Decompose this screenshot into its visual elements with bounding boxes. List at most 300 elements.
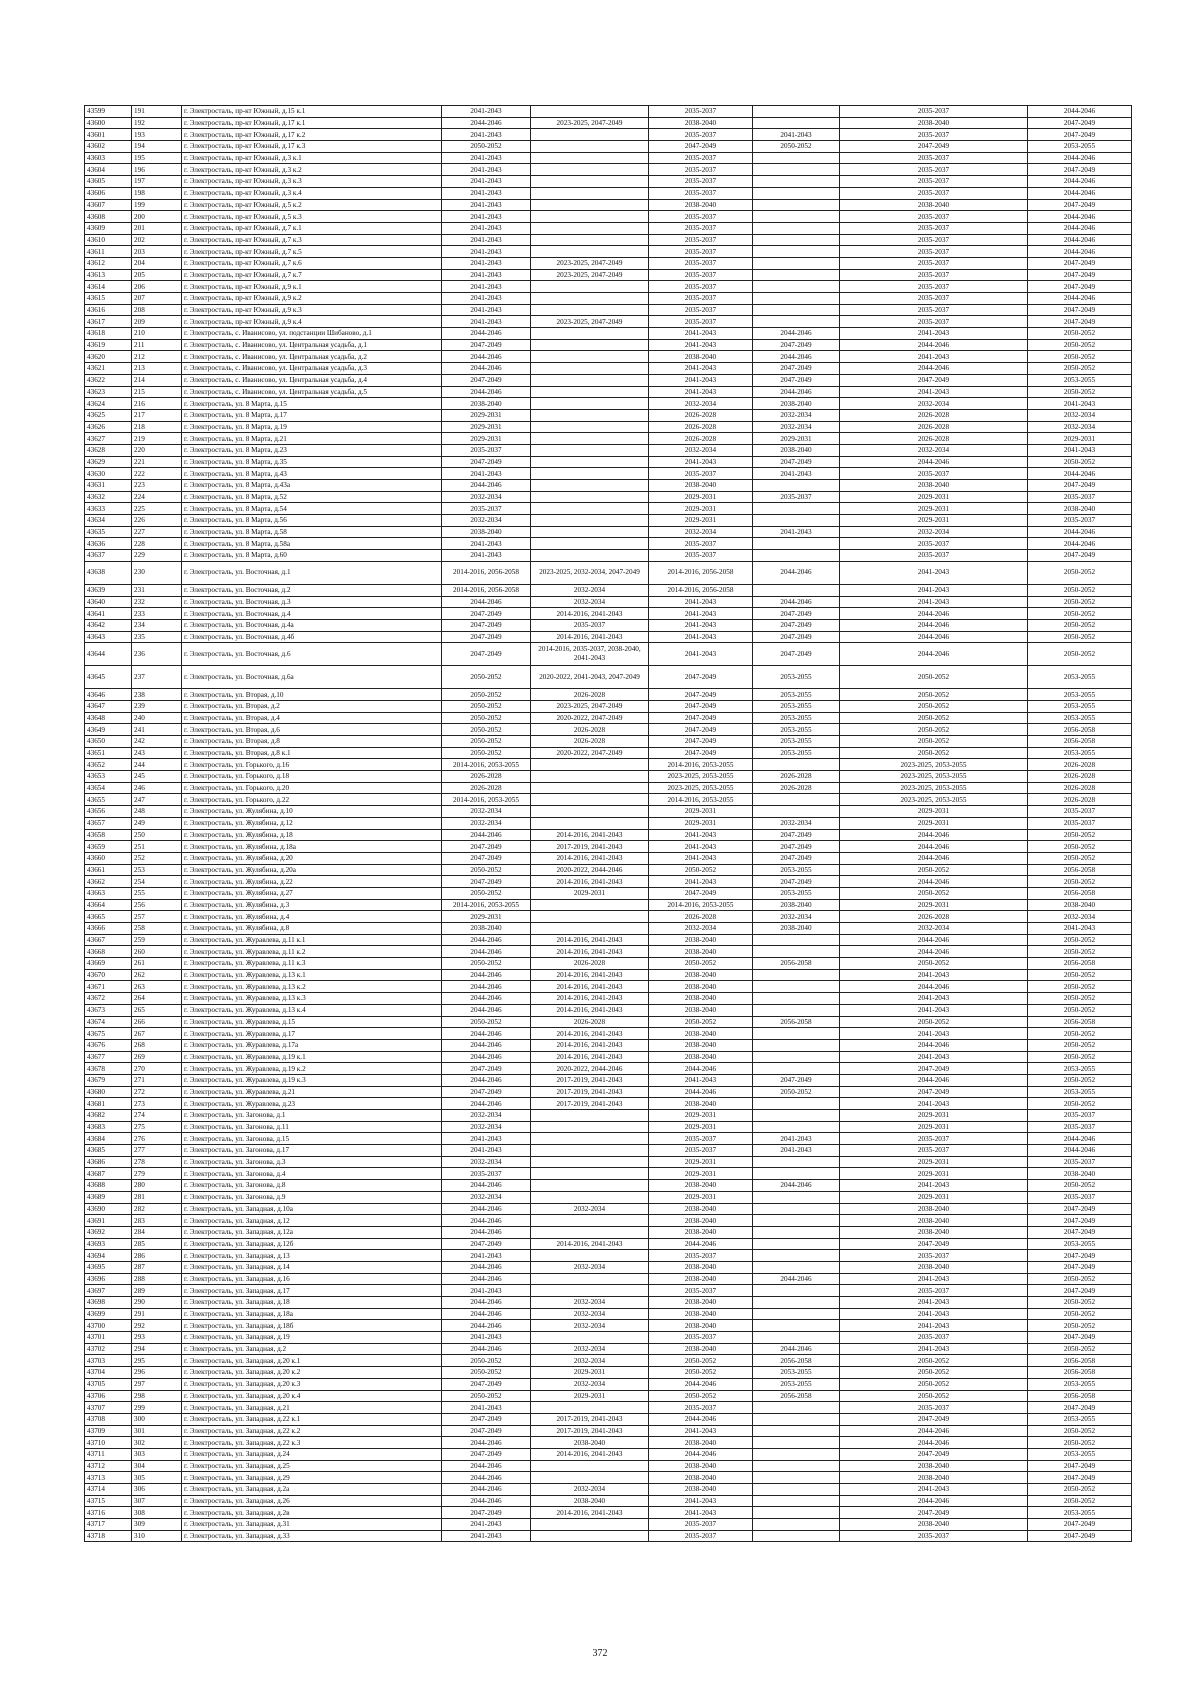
table-row bbox=[85, 852, 1132, 864]
cell-term-5: 2038-2040 bbox=[840, 1203, 1028, 1215]
cell-term-2: 2023-2025, 2047-2049 bbox=[531, 269, 649, 281]
cell-row-seq: 259 bbox=[132, 934, 182, 946]
table-row bbox=[85, 1110, 1132, 1122]
cell-term-4: 2050-2052 bbox=[753, 141, 840, 153]
cell-term-6: 2050-2052 bbox=[1028, 934, 1132, 946]
cell-row-id: 43644 bbox=[85, 643, 132, 666]
cell-term-1: 2050-2052 bbox=[442, 1390, 531, 1402]
cell-term-6: 2047-2049 bbox=[1028, 1203, 1132, 1215]
cell-term-6: 2047-2049 bbox=[1028, 1250, 1132, 1262]
cell-term-6: 2050-2052 bbox=[1028, 643, 1132, 666]
cell-address: г. Электросталь, ул. Западная, д.12б bbox=[182, 1238, 442, 1250]
table-row bbox=[85, 1168, 1132, 1180]
cell-term-6: 2044-2046 bbox=[1028, 106, 1132, 118]
cell-address: г. Электросталь, ул. Восточная, д.6а bbox=[182, 666, 442, 689]
cell-row-id: 43647 bbox=[85, 700, 132, 712]
cell-term-2 bbox=[531, 923, 649, 935]
cell-term-1: 2050-2052 bbox=[442, 1367, 531, 1379]
cell-row-seq: 255 bbox=[132, 887, 182, 899]
cell-address: г. Электросталь, ул. Западная, д.19 bbox=[182, 1332, 442, 1344]
cell-term-2 bbox=[531, 538, 649, 550]
table-row bbox=[85, 246, 1132, 258]
cell-term-5: 2035-2037 bbox=[840, 281, 1028, 293]
cell-term-5: 2044-2046 bbox=[840, 1074, 1028, 1086]
cell-term-6: 2047-2049 bbox=[1028, 480, 1132, 492]
cell-term-4 bbox=[753, 176, 840, 188]
cell-term-2 bbox=[531, 1145, 649, 1157]
cell-term-2 bbox=[531, 211, 649, 223]
cell-row-id: 43693 bbox=[85, 1238, 132, 1250]
cell-row-seq: 270 bbox=[132, 1063, 182, 1075]
table-row bbox=[85, 293, 1132, 305]
cell-term-1: 2041-2043 bbox=[442, 187, 531, 199]
cell-term-6: 2050-2052 bbox=[1028, 386, 1132, 398]
cell-term-4 bbox=[753, 222, 840, 234]
cell-term-5: 2032-2034 bbox=[840, 923, 1028, 935]
table-row bbox=[85, 1495, 1132, 1507]
cell-row-seq: 266 bbox=[132, 1016, 182, 1028]
cell-term-6: 2050-2052 bbox=[1028, 1273, 1132, 1285]
cell-row-seq: 216 bbox=[132, 398, 182, 410]
cell-term-1: 2041-2043 bbox=[442, 152, 531, 164]
cell-term-1: 2047-2049 bbox=[442, 1425, 531, 1437]
cell-term-2 bbox=[531, 398, 649, 410]
cell-term-6: 2047-2049 bbox=[1028, 281, 1132, 293]
cell-row-seq: 247 bbox=[132, 794, 182, 806]
table-row bbox=[85, 281, 1132, 293]
cell-term-4 bbox=[753, 993, 840, 1005]
cell-term-3: 2023-2025, 2053-2055 bbox=[649, 782, 753, 794]
cell-term-4 bbox=[753, 1332, 840, 1344]
table-row bbox=[85, 1215, 1132, 1227]
cell-row-id: 43706 bbox=[85, 1390, 132, 1402]
cell-term-3: 2041-2043 bbox=[649, 829, 753, 841]
cell-term-1: 2014-2016, 2056-2058 bbox=[442, 561, 531, 584]
cell-address: г. Электросталь, ул. 8 Марта, д.23 bbox=[182, 444, 442, 456]
cell-row-seq: 275 bbox=[132, 1121, 182, 1133]
cell-row-id: 43620 bbox=[85, 351, 132, 363]
cell-address: г. Электросталь, пр-кт Южный, д.9 к.4 bbox=[182, 316, 442, 328]
cell-term-4: 2032-2034 bbox=[753, 817, 840, 829]
cell-term-4: 2044-2046 bbox=[753, 596, 840, 608]
cell-row-seq: 297 bbox=[132, 1378, 182, 1390]
cell-term-4 bbox=[753, 1297, 840, 1309]
cell-address: г. Электросталь, ул. Жулябина, д.10 bbox=[182, 806, 442, 818]
cell-row-seq: 231 bbox=[132, 584, 182, 596]
cell-term-4 bbox=[753, 106, 840, 118]
cell-term-1: 2044-2046 bbox=[442, 981, 531, 993]
cell-term-3: 2050-2052 bbox=[649, 1367, 753, 1379]
cell-term-2: 2035-2037 bbox=[531, 619, 649, 631]
table-row bbox=[85, 538, 1132, 550]
cell-term-4: 2041-2043 bbox=[753, 1145, 840, 1157]
table-row bbox=[85, 187, 1132, 199]
cell-term-4 bbox=[753, 1156, 840, 1168]
cell-term-1: 2041-2043 bbox=[442, 1145, 531, 1157]
cell-address: г. Электросталь, пр-кт Южный, д.7 к.1 bbox=[182, 222, 442, 234]
cell-address: г. Электросталь, пр-кт Южный, д.9 к.3 bbox=[182, 304, 442, 316]
cell-row-seq: 200 bbox=[132, 211, 182, 223]
cell-term-5: 2035-2037 bbox=[840, 129, 1028, 141]
cell-term-4 bbox=[753, 794, 840, 806]
cell-term-3: 2035-2037 bbox=[649, 1133, 753, 1145]
cell-term-4 bbox=[753, 316, 840, 328]
cell-term-1: 2047-2049 bbox=[442, 1448, 531, 1460]
cell-address: г. Электросталь, с. Иванисово, ул. Центральная усадьба, д.4 bbox=[182, 374, 442, 386]
cell-address: г. Электросталь, пр-кт Южный, д.5 к.3 bbox=[182, 211, 442, 223]
cell-term-1: 2041-2043 bbox=[442, 1133, 531, 1145]
cell-term-2: 2014-2016, 2041-2043 bbox=[531, 1238, 649, 1250]
cell-term-2 bbox=[531, 806, 649, 818]
cell-term-2 bbox=[531, 222, 649, 234]
cell-term-2 bbox=[531, 141, 649, 153]
cell-row-id: 43682 bbox=[85, 1110, 132, 1122]
cell-term-4 bbox=[753, 117, 840, 129]
cell-row-seq: 290 bbox=[132, 1297, 182, 1309]
cell-term-5: 2044-2046 bbox=[840, 946, 1028, 958]
cell-row-id: 43608 bbox=[85, 211, 132, 223]
cell-address: г. Электросталь, ул. Журавлева, д.13 к.1 bbox=[182, 969, 442, 981]
cell-address: г. Электросталь, ул. Загонова, д.17 bbox=[182, 1145, 442, 1157]
table-row bbox=[85, 1425, 1132, 1437]
cell-term-3: 2035-2037 bbox=[649, 281, 753, 293]
cell-address: г. Электросталь, ул. Западная, д.17 bbox=[182, 1285, 442, 1297]
cell-term-1: 2014-2016, 2053-2055 bbox=[442, 899, 531, 911]
cell-address: г. Электросталь, ул. 8 Марта, д.60 bbox=[182, 550, 442, 562]
table-row bbox=[85, 468, 1132, 480]
cell-row-id: 43646 bbox=[85, 689, 132, 701]
cell-term-4 bbox=[753, 1238, 840, 1250]
cell-term-2: 2029-2031 bbox=[531, 1367, 649, 1379]
cell-term-5: 2044-2046 bbox=[840, 841, 1028, 853]
page-number: 372 bbox=[592, 1648, 608, 1659]
cell-term-2 bbox=[531, 421, 649, 433]
table-row bbox=[85, 176, 1132, 188]
cell-term-1: 2044-2046 bbox=[442, 1039, 531, 1051]
cell-row-seq: 213 bbox=[132, 363, 182, 375]
cell-row-id: 43613 bbox=[85, 269, 132, 281]
cell-address: г. Электросталь, ул. Загонова, д.8 bbox=[182, 1180, 442, 1192]
table-row bbox=[85, 794, 1132, 806]
cell-term-6: 2047-2049 bbox=[1028, 257, 1132, 269]
cell-term-2: 2020-2022, 2047-2049 bbox=[531, 712, 649, 724]
cell-row-seq: 197 bbox=[132, 176, 182, 188]
cell-term-1: 2044-2046 bbox=[442, 386, 531, 398]
cell-row-seq: 230 bbox=[132, 561, 182, 584]
cell-address: г. Электросталь, ул. Горького, д.16 bbox=[182, 759, 442, 771]
cell-term-6: 2050-2052 bbox=[1028, 1051, 1132, 1063]
cell-row-id: 43708 bbox=[85, 1413, 132, 1425]
cell-term-6: 2041-2043 bbox=[1028, 398, 1132, 410]
cell-term-6: 2047-2049 bbox=[1028, 550, 1132, 562]
cell-term-5: 2044-2046 bbox=[840, 829, 1028, 841]
table-row bbox=[85, 129, 1132, 141]
cell-term-2: 2023-2025, 2047-2049 bbox=[531, 257, 649, 269]
cell-term-5: 2044-2046 bbox=[840, 876, 1028, 888]
cell-term-2 bbox=[531, 1472, 649, 1484]
cell-term-1: 2044-2046 bbox=[442, 1180, 531, 1192]
cell-term-3: 2041-2043 bbox=[649, 1074, 753, 1086]
cell-term-3: 2041-2043 bbox=[649, 1425, 753, 1437]
cell-term-5: 2044-2046 bbox=[840, 852, 1028, 864]
cell-term-2 bbox=[531, 817, 649, 829]
cell-term-4 bbox=[753, 550, 840, 562]
cell-term-3: 2038-2040 bbox=[649, 1261, 753, 1273]
cell-row-id: 43599 bbox=[85, 106, 132, 118]
cell-term-3: 2038-2040 bbox=[649, 1098, 753, 1110]
cell-term-6: 2050-2052 bbox=[1028, 829, 1132, 841]
cell-address: г. Электросталь, ул. Журавлева, д.11 к.2 bbox=[182, 946, 442, 958]
cell-term-5: 2041-2043 bbox=[840, 1320, 1028, 1332]
cell-term-6: 2056-2058 bbox=[1028, 1355, 1132, 1367]
cell-row-seq: 224 bbox=[132, 491, 182, 503]
cell-term-2 bbox=[531, 550, 649, 562]
cell-row-seq: 304 bbox=[132, 1460, 182, 1472]
cell-row-seq: 196 bbox=[132, 164, 182, 176]
cell-term-3: 2035-2037 bbox=[649, 1285, 753, 1297]
cell-term-6: 2050-2052 bbox=[1028, 328, 1132, 340]
cell-row-seq: 308 bbox=[132, 1507, 182, 1519]
cell-term-4: 2044-2046 bbox=[753, 386, 840, 398]
cell-row-id: 43625 bbox=[85, 409, 132, 421]
cell-address: г. Электросталь, ул. Восточная, д.3 bbox=[182, 596, 442, 608]
cell-term-4: 2047-2049 bbox=[753, 852, 840, 864]
cell-term-6: 2047-2049 bbox=[1028, 129, 1132, 141]
cell-address: г. Электросталь, ул. Журавлева, д.19 к.1 bbox=[182, 1051, 442, 1063]
table-row bbox=[85, 1519, 1132, 1531]
cell-term-5: 2029-2031 bbox=[840, 806, 1028, 818]
cell-term-4 bbox=[753, 246, 840, 258]
cell-term-6: 2044-2046 bbox=[1028, 176, 1132, 188]
table-row bbox=[85, 1332, 1132, 1344]
cell-row-seq: 210 bbox=[132, 328, 182, 340]
table-row bbox=[85, 1074, 1132, 1086]
cell-term-5: 2047-2049 bbox=[840, 1063, 1028, 1075]
cell-row-seq: 203 bbox=[132, 246, 182, 258]
cell-row-id: 43677 bbox=[85, 1051, 132, 1063]
cell-row-id: 43601 bbox=[85, 129, 132, 141]
table-row bbox=[85, 1039, 1132, 1051]
cell-term-4: 2044-2046 bbox=[753, 561, 840, 584]
cell-term-2: 2026-2028 bbox=[531, 689, 649, 701]
cell-row-id: 43631 bbox=[85, 480, 132, 492]
cell-address: г. Электросталь, пр-кт Южный, д.17 к.1 bbox=[182, 117, 442, 129]
cell-term-5: 2041-2043 bbox=[840, 969, 1028, 981]
cell-term-4: 2044-2046 bbox=[753, 1180, 840, 1192]
table-row bbox=[85, 316, 1132, 328]
table-row bbox=[85, 491, 1132, 503]
cell-term-5: 2035-2037 bbox=[840, 304, 1028, 316]
table-row bbox=[85, 887, 1132, 899]
cell-term-4 bbox=[753, 1203, 840, 1215]
cell-term-1: 2035-2037 bbox=[442, 444, 531, 456]
cell-term-5: 2035-2037 bbox=[840, 550, 1028, 562]
cell-term-2 bbox=[531, 1191, 649, 1203]
cell-row-seq: 242 bbox=[132, 736, 182, 748]
cell-term-4 bbox=[753, 946, 840, 958]
cell-term-4: 2053-2055 bbox=[753, 712, 840, 724]
cell-term-2: 2014-2016, 2041-2043 bbox=[531, 631, 649, 643]
cell-address: г. Электросталь, ул. Западная, д.22 к.3 bbox=[182, 1437, 442, 1449]
cell-address: г. Электросталь, ул. Западная, д.20 к.2 bbox=[182, 1367, 442, 1379]
cell-term-2: 2014-2016, 2041-2043 bbox=[531, 1448, 649, 1460]
cell-term-2 bbox=[531, 899, 649, 911]
table-row bbox=[85, 515, 1132, 527]
cell-term-3: 2038-2040 bbox=[649, 1028, 753, 1040]
table-row bbox=[85, 1145, 1132, 1157]
cell-row-id: 43650 bbox=[85, 736, 132, 748]
cell-row-id: 43700 bbox=[85, 1320, 132, 1332]
cell-term-2: 2032-2034 bbox=[531, 1484, 649, 1496]
cell-row-id: 43679 bbox=[85, 1074, 132, 1086]
table-row bbox=[85, 1273, 1132, 1285]
cell-row-seq: 211 bbox=[132, 339, 182, 351]
cell-row-seq: 201 bbox=[132, 222, 182, 234]
cell-term-2 bbox=[531, 363, 649, 375]
table-row bbox=[85, 1460, 1132, 1472]
table-row bbox=[85, 1308, 1132, 1320]
cell-term-3: 2038-2040 bbox=[649, 1472, 753, 1484]
cell-term-4 bbox=[753, 806, 840, 818]
cell-term-6: 2050-2052 bbox=[1028, 596, 1132, 608]
cell-address: г. Электросталь, ул. Западная, д.20 к.3 bbox=[182, 1378, 442, 1390]
cell-term-3: 2038-2040 bbox=[649, 1320, 753, 1332]
cell-term-3: 2029-2031 bbox=[649, 806, 753, 818]
cell-term-2 bbox=[531, 246, 649, 258]
cell-term-2: 2032-2034 bbox=[531, 1378, 649, 1390]
cell-term-5: 2038-2040 bbox=[840, 1460, 1028, 1472]
cell-row-seq: 248 bbox=[132, 806, 182, 818]
cell-term-4: 2038-2040 bbox=[753, 444, 840, 456]
cell-term-1: 2029-2031 bbox=[442, 911, 531, 923]
cell-term-2: 2026-2028 bbox=[531, 958, 649, 970]
cell-address: г. Электросталь, ул. Западная, д.12 bbox=[182, 1215, 442, 1227]
cell-term-2 bbox=[531, 515, 649, 527]
cell-term-6: 2053-2055 bbox=[1028, 700, 1132, 712]
cell-address: г. Электросталь, ул. 8 Марта, д.58 bbox=[182, 526, 442, 538]
cell-term-6: 2035-2037 bbox=[1028, 817, 1132, 829]
cell-term-1: 2044-2046 bbox=[442, 363, 531, 375]
cell-row-id: 43687 bbox=[85, 1168, 132, 1180]
cell-row-id: 43698 bbox=[85, 1297, 132, 1309]
cell-term-5: 2023-2025, 2053-2055 bbox=[840, 794, 1028, 806]
cell-term-5: 2041-2043 bbox=[840, 1484, 1028, 1496]
cell-term-5: 2044-2046 bbox=[840, 1437, 1028, 1449]
cell-term-1: 2041-2043 bbox=[442, 1332, 531, 1344]
cell-address: г. Электросталь, ул. Западная, д.18 bbox=[182, 1297, 442, 1309]
cell-term-3: 2035-2037 bbox=[649, 269, 753, 281]
cell-term-1: 2041-2043 bbox=[442, 550, 531, 562]
table-row bbox=[85, 1261, 1132, 1273]
cell-term-4: 2056-2058 bbox=[753, 1390, 840, 1402]
cell-row-seq: 239 bbox=[132, 700, 182, 712]
cell-term-1: 2014-2016, 2053-2055 bbox=[442, 794, 531, 806]
table-body bbox=[85, 106, 1132, 1542]
cell-address: г. Электросталь, ул. Восточная, д.4б bbox=[182, 631, 442, 643]
cell-row-id: 43697 bbox=[85, 1285, 132, 1297]
cell-term-2: 2026-2028 bbox=[531, 736, 649, 748]
cell-row-seq: 237 bbox=[132, 666, 182, 689]
cell-term-6: 2053-2055 bbox=[1028, 1507, 1132, 1519]
cell-address: г. Электросталь, ул. Западная, д.2в bbox=[182, 1507, 442, 1519]
cell-term-5: 2038-2040 bbox=[840, 1261, 1028, 1273]
cell-address: г. Электросталь, ул. Жулябина, д.8 bbox=[182, 923, 442, 935]
cell-row-id: 43688 bbox=[85, 1180, 132, 1192]
cell-term-2: 2026-2028 bbox=[531, 724, 649, 736]
cell-row-seq: 215 bbox=[132, 386, 182, 398]
cell-term-6: 2050-2052 bbox=[1028, 1484, 1132, 1496]
cell-row-id: 43713 bbox=[85, 1472, 132, 1484]
cell-term-1: 2044-2046 bbox=[442, 1343, 531, 1355]
cell-term-6: 2056-2058 bbox=[1028, 1016, 1132, 1028]
cell-term-1: 2035-2037 bbox=[442, 503, 531, 515]
cell-term-6: 2053-2055 bbox=[1028, 1063, 1132, 1075]
cell-term-1: 2050-2052 bbox=[442, 141, 531, 153]
cell-term-5: 2050-2052 bbox=[840, 1016, 1028, 1028]
cell-term-6: 2035-2037 bbox=[1028, 806, 1132, 818]
cell-term-4 bbox=[753, 1437, 840, 1449]
cell-term-5: 2035-2037 bbox=[840, 211, 1028, 223]
cell-term-2 bbox=[531, 164, 649, 176]
cell-address: г. Электросталь, ул. Загонова, д.15 bbox=[182, 1133, 442, 1145]
cell-term-5: 2041-2043 bbox=[840, 993, 1028, 1005]
cell-term-5: 2035-2037 bbox=[840, 1332, 1028, 1344]
cell-row-id: 43648 bbox=[85, 712, 132, 724]
cell-term-3: 2029-2031 bbox=[649, 503, 753, 515]
cell-row-id: 43611 bbox=[85, 246, 132, 258]
cell-term-1: 2041-2043 bbox=[442, 234, 531, 246]
cell-term-1: 2026-2028 bbox=[442, 782, 531, 794]
cell-term-3: 2029-2031 bbox=[649, 1168, 753, 1180]
cell-term-1: 2041-2043 bbox=[442, 1519, 531, 1531]
cell-term-5: 2035-2037 bbox=[840, 106, 1028, 118]
cell-row-id: 43716 bbox=[85, 1507, 132, 1519]
cell-address: г. Электросталь, с. Иванисово, ул. подстанции Шибаново, д.1 bbox=[182, 328, 442, 340]
table-row bbox=[85, 934, 1132, 946]
cell-term-4 bbox=[753, 1063, 840, 1075]
cell-term-1: 2044-2046 bbox=[442, 829, 531, 841]
cell-term-5: 2035-2037 bbox=[840, 164, 1028, 176]
cell-term-3: 2035-2037 bbox=[649, 164, 753, 176]
cell-term-1: 2044-2046 bbox=[442, 1028, 531, 1040]
cell-term-4 bbox=[753, 934, 840, 946]
cell-term-3: 2047-2049 bbox=[649, 724, 753, 736]
cell-term-1: 2044-2046 bbox=[442, 1484, 531, 1496]
cell-term-3: 2035-2037 bbox=[649, 222, 753, 234]
cell-address: г. Электросталь, ул. Жулябина, д.20 bbox=[182, 852, 442, 864]
cell-term-6: 2029-2031 bbox=[1028, 433, 1132, 445]
cell-address: г. Электросталь, ул. Загонова, д.3 bbox=[182, 1156, 442, 1168]
cell-term-2 bbox=[531, 409, 649, 421]
cell-row-seq: 294 bbox=[132, 1343, 182, 1355]
cell-row-id: 43668 bbox=[85, 946, 132, 958]
cell-term-4 bbox=[753, 1004, 840, 1016]
cell-term-6: 2050-2052 bbox=[1028, 1437, 1132, 1449]
cell-term-3: 2035-2037 bbox=[649, 550, 753, 562]
cell-term-2: 2032-2034 bbox=[531, 1297, 649, 1309]
cell-address: г. Электросталь, ул. 8 Марта, д.43а bbox=[182, 480, 442, 492]
cell-term-1: 2044-2046 bbox=[442, 480, 531, 492]
cell-term-4: 2047-2049 bbox=[753, 1074, 840, 1086]
cell-term-5: 2035-2037 bbox=[840, 246, 1028, 258]
cell-term-2 bbox=[531, 374, 649, 386]
cell-term-6: 2050-2052 bbox=[1028, 339, 1132, 351]
cell-term-5: 2050-2052 bbox=[840, 864, 1028, 876]
cell-row-id: 43659 bbox=[85, 841, 132, 853]
cell-term-3: 2029-2031 bbox=[649, 1191, 753, 1203]
cell-row-id: 43619 bbox=[85, 339, 132, 351]
table-row bbox=[85, 911, 1132, 923]
